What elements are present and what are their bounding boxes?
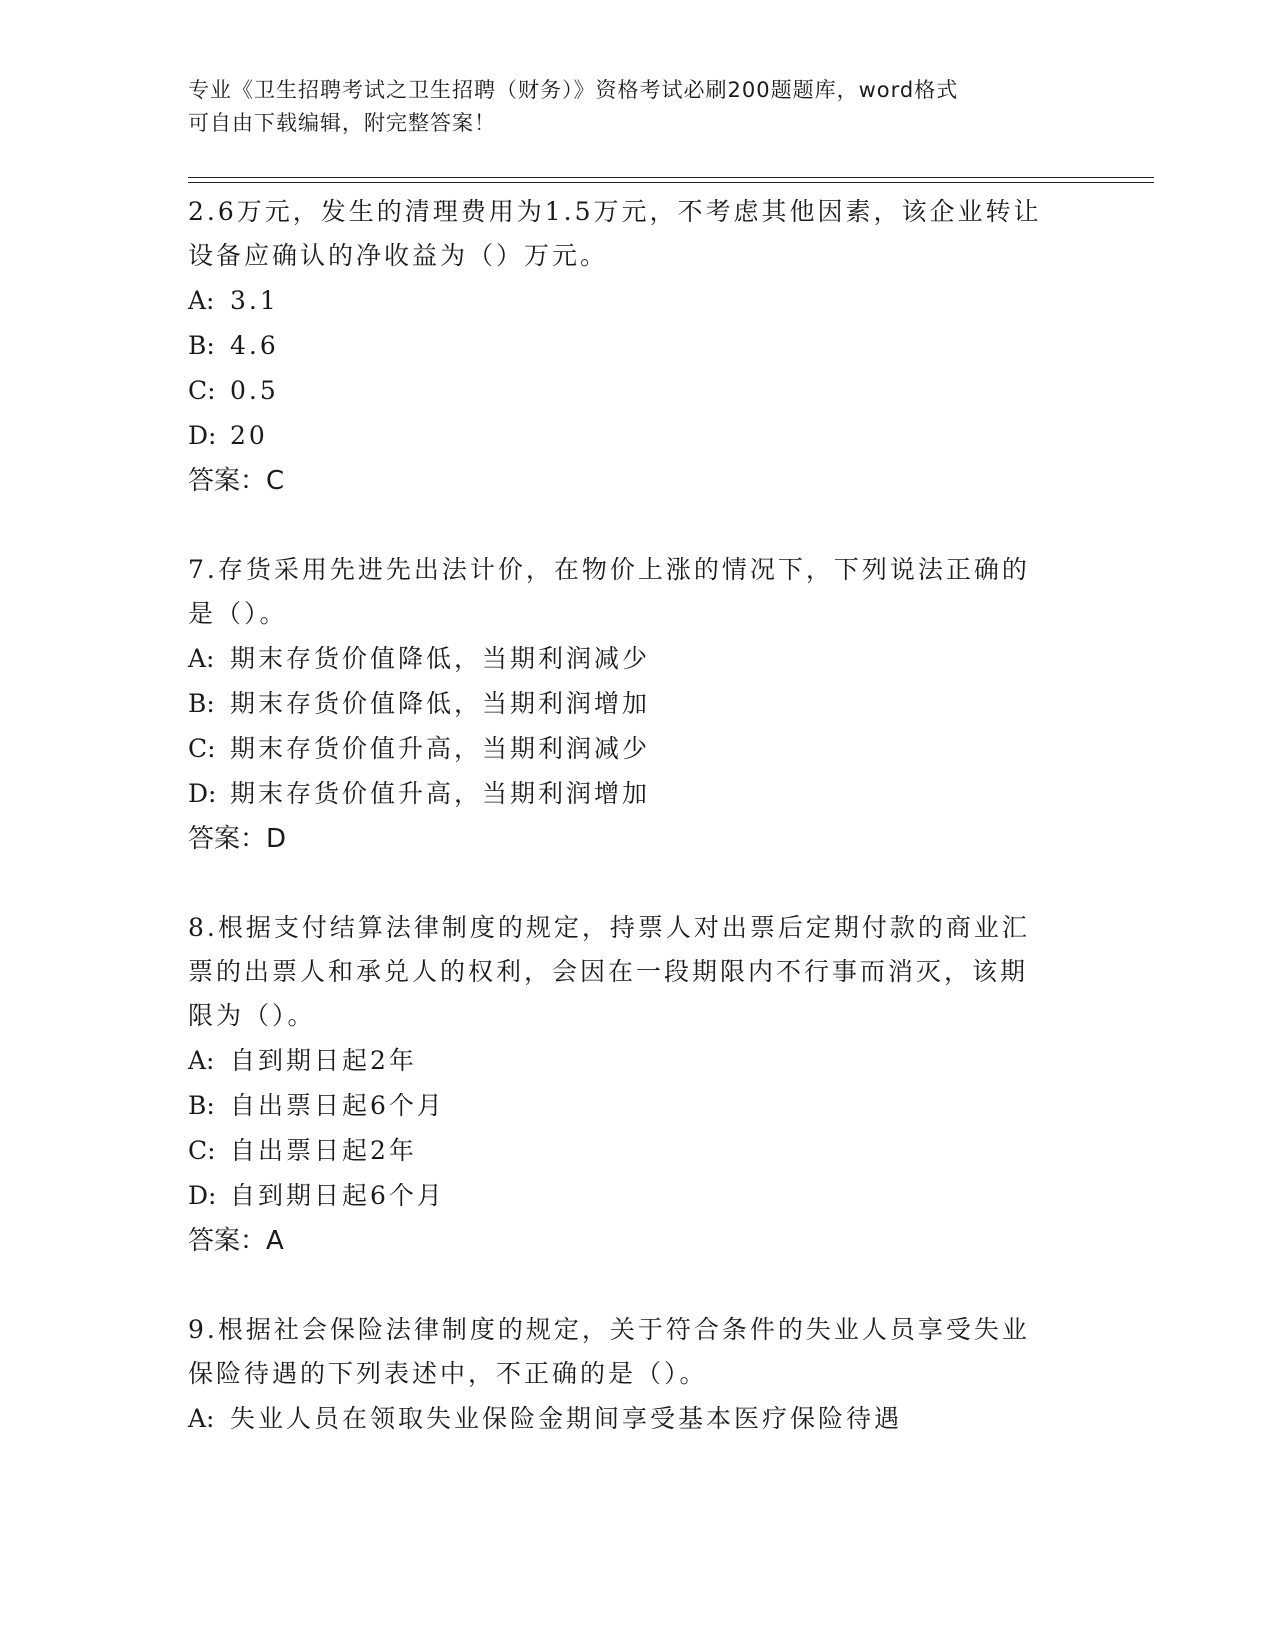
option-text: 20 xyxy=(230,421,268,450)
answer-label: 答案： xyxy=(188,1226,267,1256)
option-label: A: xyxy=(188,644,215,673)
question-spacer xyxy=(188,504,1088,548)
question-stem-line: 限为（）。 xyxy=(188,1001,316,1030)
question-spacer xyxy=(188,1264,1088,1308)
option-label: D: xyxy=(188,421,217,450)
option-text: 自出票日起6个月 xyxy=(230,1091,445,1120)
question-stem-line: 设备应确认的净收益为（）万元。 xyxy=(188,241,609,270)
option-b xyxy=(188,1083,1088,1128)
option-text: 期末存货价值降低，当期利润增加 xyxy=(230,689,651,718)
document-header xyxy=(188,74,1088,140)
option-b xyxy=(188,681,1088,726)
option-text: 期末存货价值升高，当期利润减少 xyxy=(230,734,651,763)
question-stem-line: 是（）。 xyxy=(188,599,288,628)
option-d xyxy=(188,1173,1088,1218)
option-text: 自到期日起6个月 xyxy=(230,1181,445,1210)
question-item xyxy=(188,906,1088,1264)
option-c xyxy=(188,726,1088,771)
option-label: A: xyxy=(188,286,215,315)
option-text: 期末存货价值降低，当期利润减少 xyxy=(230,644,651,673)
option-label: B: xyxy=(188,331,215,360)
answer-line xyxy=(188,458,1088,504)
answer-value: A xyxy=(266,1226,284,1256)
option-text: 4.6 xyxy=(230,331,279,360)
option-text: 期末存货价值升高，当期利润增加 xyxy=(230,779,651,808)
option-text: 失业人员在领取失业保险金期间享受基本医疗保险待遇 xyxy=(230,1404,903,1433)
question-stem-line: 8.根据支付结算法律制度的规定，持票人对出票后定期付款的商业汇 xyxy=(188,913,1030,942)
option-a xyxy=(188,1396,1088,1441)
answer-line xyxy=(188,816,1088,862)
question-spacer xyxy=(188,862,1088,906)
answer-value: D xyxy=(266,824,287,854)
option-a xyxy=(188,1038,1088,1083)
option-label: B: xyxy=(188,1091,215,1120)
question-item xyxy=(188,1308,1088,1441)
question-stem-line: 票的出票人和承兑人的权利，会因在一段期限内不行事而消灭，该期 xyxy=(188,957,1029,986)
option-text: 自出票日起2年 xyxy=(230,1136,417,1165)
question-stem-line: 2.6万元，发生的清理费用为1.5万元，不考虑其他因素，该企业转让 xyxy=(188,197,1042,226)
option-a xyxy=(188,278,1088,323)
option-label: D: xyxy=(188,1181,217,1210)
option-label: B: xyxy=(188,689,215,718)
option-label: C: xyxy=(188,1136,216,1165)
header-line-2: 可自由下载编辑，附完整答案！ xyxy=(188,111,496,135)
option-text: 3.1 xyxy=(230,286,279,315)
answer-label: 答案： xyxy=(188,466,267,496)
question-item xyxy=(188,190,1088,504)
header-rule-top xyxy=(188,177,1154,178)
header-line-1: 专业《卫生招聘考试之卫生招聘（财务）》资格考试必刷200题题库，word格式 xyxy=(188,78,959,102)
option-c xyxy=(188,368,1088,413)
question-stem-line: 7.存货采用先进先出法计价，在物价上涨的情况下，下列说法正确的 xyxy=(188,555,1030,584)
option-label: A: xyxy=(188,1046,215,1075)
question-item xyxy=(188,548,1088,862)
option-c xyxy=(188,1128,1088,1173)
question-stem-line: 保险待遇的下列表述中，不正确的是（）。 xyxy=(188,1359,708,1388)
header-rule-bottom xyxy=(188,182,1154,183)
option-label: D: xyxy=(188,779,217,808)
answer-line xyxy=(188,1218,1088,1264)
option-d xyxy=(188,771,1088,816)
question-list xyxy=(188,190,1088,1441)
option-label: A: xyxy=(188,1404,215,1433)
option-label: C: xyxy=(188,376,216,405)
option-b xyxy=(188,323,1088,368)
option-d xyxy=(188,413,1088,458)
answer-label: 答案： xyxy=(188,824,267,854)
option-text: 自到期日起2年 xyxy=(230,1046,417,1075)
option-text: 0.5 xyxy=(230,376,279,405)
option-a xyxy=(188,636,1088,681)
question-stem-line: 9.根据社会保险法律制度的规定，关于符合条件的失业人员享受失业 xyxy=(188,1315,1030,1344)
option-label: C: xyxy=(188,734,216,763)
answer-value: C xyxy=(266,466,285,496)
